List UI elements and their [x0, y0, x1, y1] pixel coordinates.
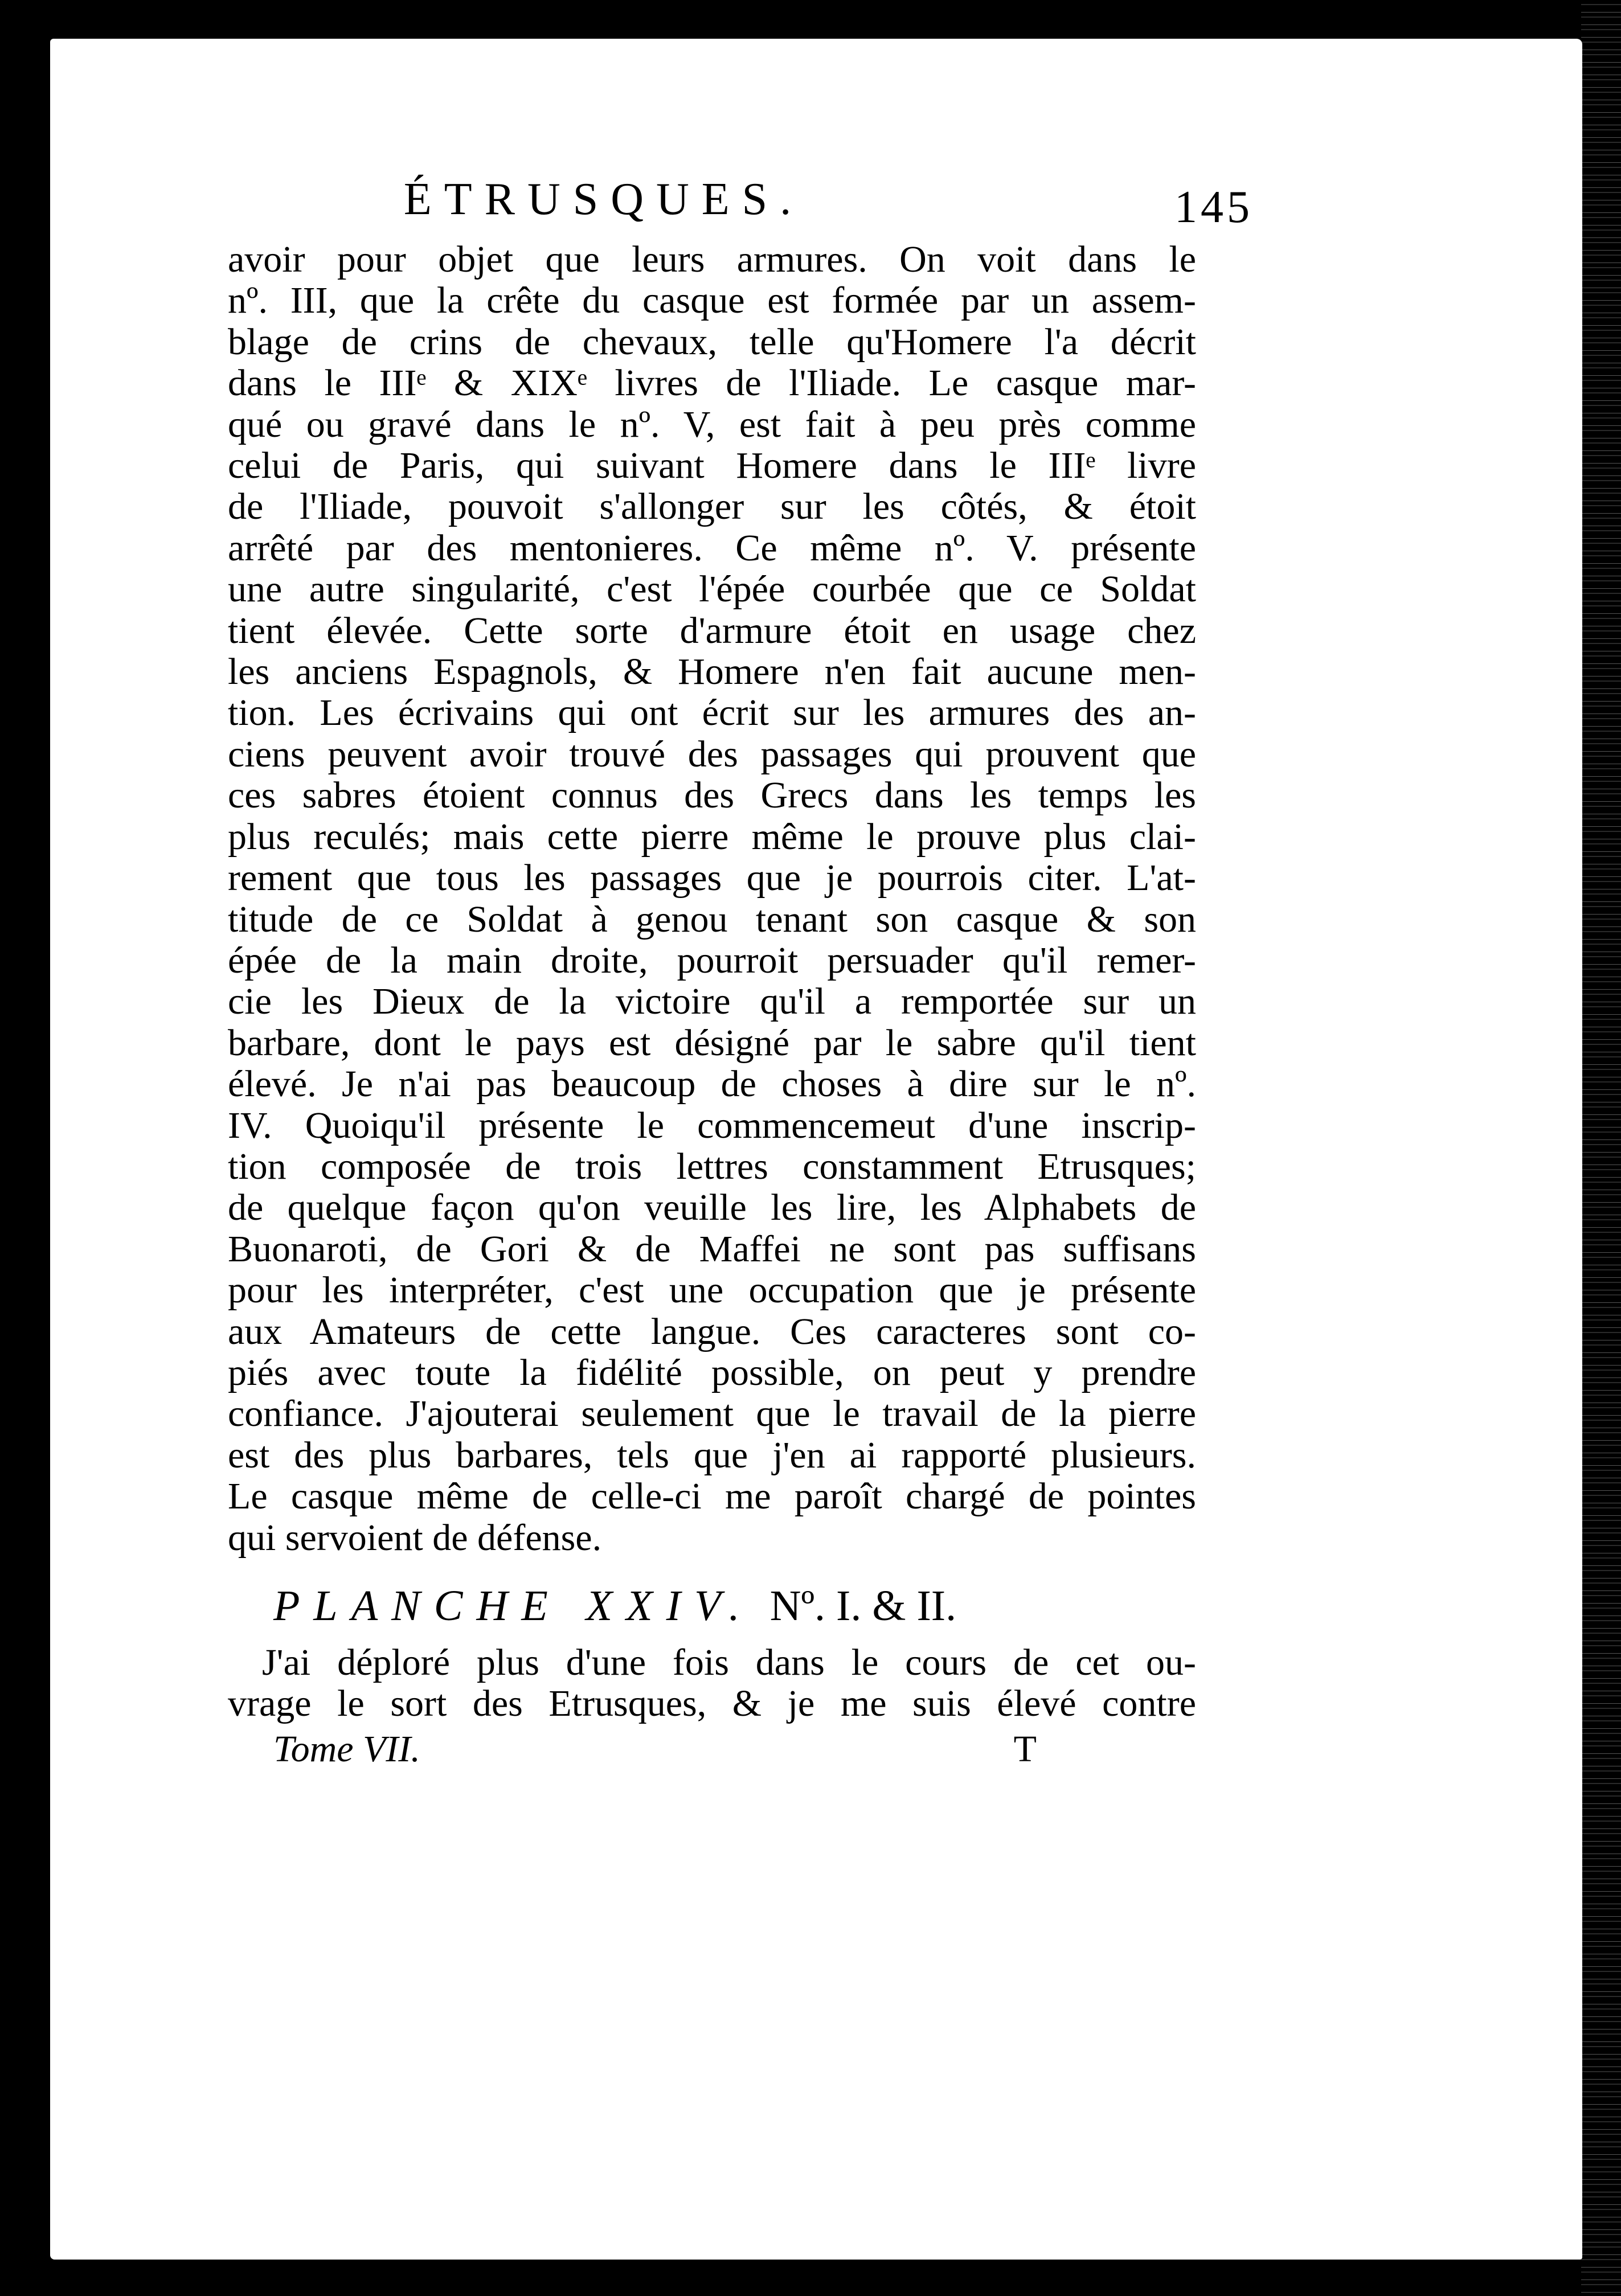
body-line: ces sabres étoient connus des Grecs dans les temps les — [228, 774, 1196, 817]
body-line: ciens peuvent avoir trouvé des passages qui prouvent que — [228, 733, 1196, 775]
body-line: de quelque façon qu'on veuille les lire, les Alphabets de — [228, 1187, 1196, 1229]
page-number: 145 — [1174, 182, 1253, 232]
body-line: de l'Iliade, pouvoit s'allonger sur les côtés, & étoit — [228, 486, 1196, 528]
page-footer — [273, 1728, 1037, 1773]
scan-edge-noise — [1581, 0, 1621, 2296]
body-line: tion composée de trois lettres constamment Etrusques; — [228, 1145, 1196, 1187]
running-head — [228, 174, 1253, 236]
body-line: titude de ce Soldat à genou tenant son casque & son — [228, 898, 1196, 940]
body-line: avoir pour objet que leurs armures. On voit dans le — [228, 239, 1196, 280]
body-line: épée de la main droite, pourroit persuader qu'il remer- — [228, 939, 1196, 981]
section-line: J'ai déploré plus d'une fois dans le cours de cet ou- — [262, 1642, 1196, 1683]
plate-heading — [273, 1581, 1242, 1631]
body-line: dans le IIIᵉ & XIXᵉ livres de l'Iliade. Le casque mar- — [228, 362, 1196, 404]
plate-numbers: Nº. I. & II. — [769, 1582, 957, 1630]
signature-mark: T — [1013, 1728, 1037, 1770]
body-line: barbare, dont le pays est désigné par le sabre qu'il tient — [228, 1022, 1196, 1064]
body-line: les anciens Espagnols, & Homere n'en fait aucune men- — [228, 651, 1196, 693]
body-line: IV. Quoiqu'il présente le commencemeut d'une inscrip- — [228, 1104, 1196, 1146]
body-line: tion. Les écrivains qui ont écrit sur les armures des an- — [228, 692, 1196, 734]
body-line: arrêté par des mentonieres. Ce même nº. V. présente — [228, 527, 1196, 569]
body-line: Buonaroti, de Gori & de Maffei ne sont pas suffisans — [228, 1228, 1196, 1270]
body-line: tient élevée. Cette sorte d'armure étoit en usage chez — [228, 609, 1196, 651]
body-line: celui de Paris, qui suivant Homere dans le IIIᵉ livre — [228, 445, 1196, 487]
body-line: cie les Dieux de la victoire qu'il a remportée sur un — [228, 981, 1196, 1023]
body-line: nº. III, que la crête du casque est formée par un assem- — [228, 280, 1196, 322]
body-line: confiance. J'ajouterai seulement que le travail de la pierre — [228, 1393, 1196, 1435]
body-line: plus reculés; mais cette pierre même le prouve plus clai- — [228, 815, 1196, 858]
body-line: qui servoient de défense. — [228, 1516, 602, 1559]
body-line: Le casque même de celle-ci me paroît chargé de pointes — [228, 1475, 1196, 1518]
body-line: piés avec toute la fidélité possible, on peut y prendre — [228, 1351, 1196, 1393]
body-line: aux Amateurs de cette langue. Ces caracteres sont co- — [228, 1310, 1196, 1352]
plate-title: PLANCHE XXIV. — [273, 1582, 754, 1630]
body-line: est des plus barbares, tels que j'en ai rapporté plusieurs. — [228, 1434, 1196, 1476]
body-line: élevé. Je n'ai pas beaucoup de choses à dire sur le nº. — [228, 1063, 1196, 1105]
running-title: ÉTRUSQUES. — [403, 174, 804, 224]
body-line: pour les interpréter, c'est une occupation que je présente — [228, 1269, 1196, 1311]
section-line: vrage le sort des Etrusques, & je me suis élevé contre — [228, 1683, 1196, 1724]
section-paragraph — [228, 1642, 1196, 1724]
volume-label: Tome VII. — [273, 1728, 420, 1770]
body-line: rement que tous les passages que je pourrois citer. L'at- — [228, 857, 1196, 899]
body-line: une autre singularité, c'est l'épée courbée que ce Soldat — [228, 568, 1196, 610]
body-paragraph — [228, 239, 1196, 1559]
body-line: qué ou gravé dans le nº. V, est fait à peu près comme — [228, 403, 1196, 445]
body-line: blage de crins de chevaux, telle qu'Homere l'a décrit — [228, 321, 1196, 363]
